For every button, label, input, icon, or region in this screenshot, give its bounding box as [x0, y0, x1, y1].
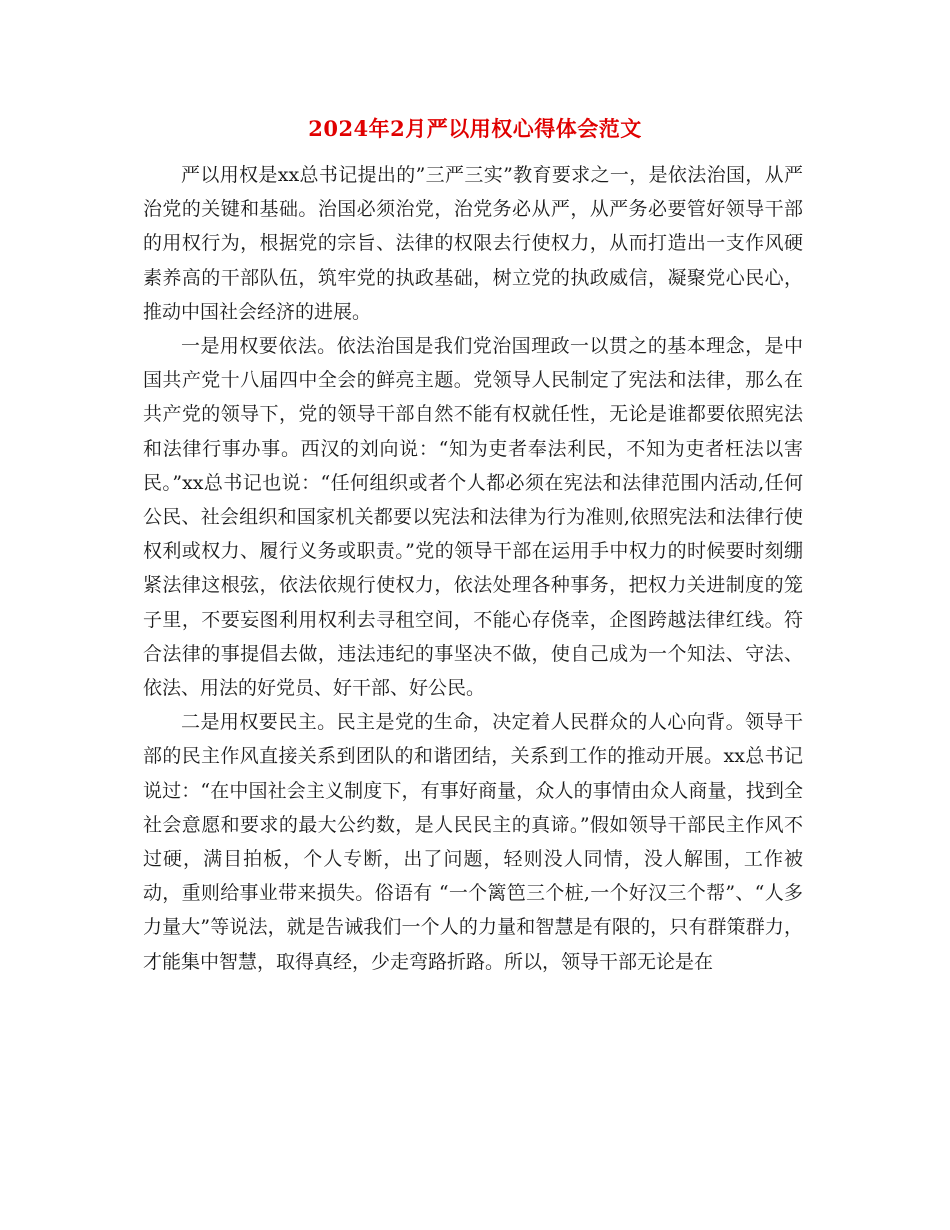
- document-title: 2024年2月严以用权心得体会范文: [308, 116, 642, 141]
- document-body: [143, 158, 803, 979]
- paragraph-intro: 严以用权是xx总书记提出的”三严三实”教育要求之一，是依法治国，从严治党的关键和基础。治国必须治党，治党务必从严，从严务必要管好领导干部的用权行为，根据党的宗旨、法律的权限去行使权力，从而打造出一支作风硬素养高的干部队伍，筑牢党的执政基础，树立党的执政威信，凝聚党心民心，推动中国社会经济的进展。: [143, 164, 803, 323]
- paragraph-democracy: 二是用权要民主。民主是党的生命，决定着人民群众的人心向背。领导干部的民主作风直接关系到团队的和谐团结，关系到工作的推动开展。xx总书记说过：“在中国社会主义制度下，有事好商量，众人的事情由众人商量，找到全社会意愿和要求的最大公约数，是人民民主的真谛。”假如领导干部民主作风不过硬，满目拍板，个人专断，出了问题，轻则没人同情，没人解围，工作被动，重则给事业带来损失。俗语有 “一个篱笆三个桩,一个好汉三个帮”、“人多力量大”等说法，就是告诫我们一个人的力量和智慧是有限的，只有群策群力，才能集中智慧，取得真经，少走弯路折路。所以，领导干部无论是在: [143, 711, 803, 973]
- paragraph-rule-of-law: 一是用权要依法。依法治国是我们党治国理政一以贯之的基本理念，是中国共产党十八届四中全会的鲜亮主题。党领导人民制定了宪法和法律，那么在共产党的领导下，党的领导干部自然不能有权就任性，无论是谁都要依照宪法和法律行事办事。西汉的刘向说：“知为吏者奉法利民，不知为吏者枉法以害民。”xx总书记也说：“任何组织或者个人都必须在宪法和法律范围内活动,任何公民、社会组织和国家机关都要以宪法和法律为行为准则,依照宪法和法律行使权利或权力、履行义务或职责。”党的领导干部在运用手中权力的时候要时刻绷紧法律这根弦，依法依规行使权力，依法处理各种事务，把权力关进制度的笼子里，不要妄图利用权利去寻租空间，不能心存侥幸，企图跨越法律红线。符合法律的事提倡去做，违法违纪的事坚决不做，使自己成为一个知法、守法、依法、用法的好党员、好干部、好公民。: [143, 335, 803, 700]
